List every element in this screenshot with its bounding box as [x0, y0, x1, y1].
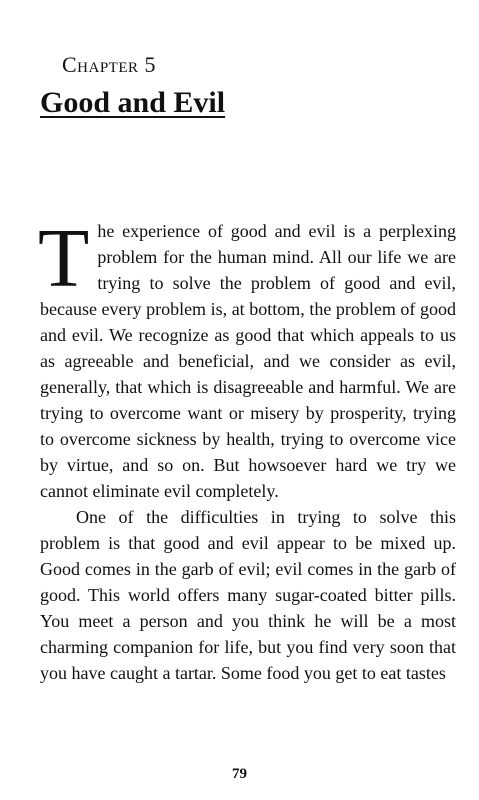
- chapter-label: Chapter 5: [62, 52, 157, 77]
- page-number: 79: [232, 766, 247, 782]
- chapter-body: [38, 212, 456, 686]
- paragraph-2: One of the difficulties in trying to solve this problem is that good and evil appear to be mixed up. Good comes in the garb of evil; evil comes in the garb of good. This world offers many sugar-coated bitter pills. You meet a person and you think he will be a most charming companion for life, but you find very soon that you have caught a tartar. Some food you get to eat tastes: [40, 507, 456, 683]
- paragraph-1-text: he experience of good and evil is a perplexing problem for the human mind. All our life we are trying to solve the problem of good and evil, because every problem is, at bottom, the problem of good and evil. We recognize as good that which appeals to us as agreeable and beneficial, and we consider as evil, generally, that which is disagreeable and harmful. We are trying to overcome want or misery by prosperity, trying to overcome sickness by health, trying to overcome vice by virtue, and so on. But howsoever hard we try we cannot eliminate evil completely.: [40, 221, 456, 501]
- paragraph-1: [38, 212, 456, 504]
- chapter-title: Good and Evil: [40, 86, 226, 119]
- drop-cap: T: [38, 212, 90, 305]
